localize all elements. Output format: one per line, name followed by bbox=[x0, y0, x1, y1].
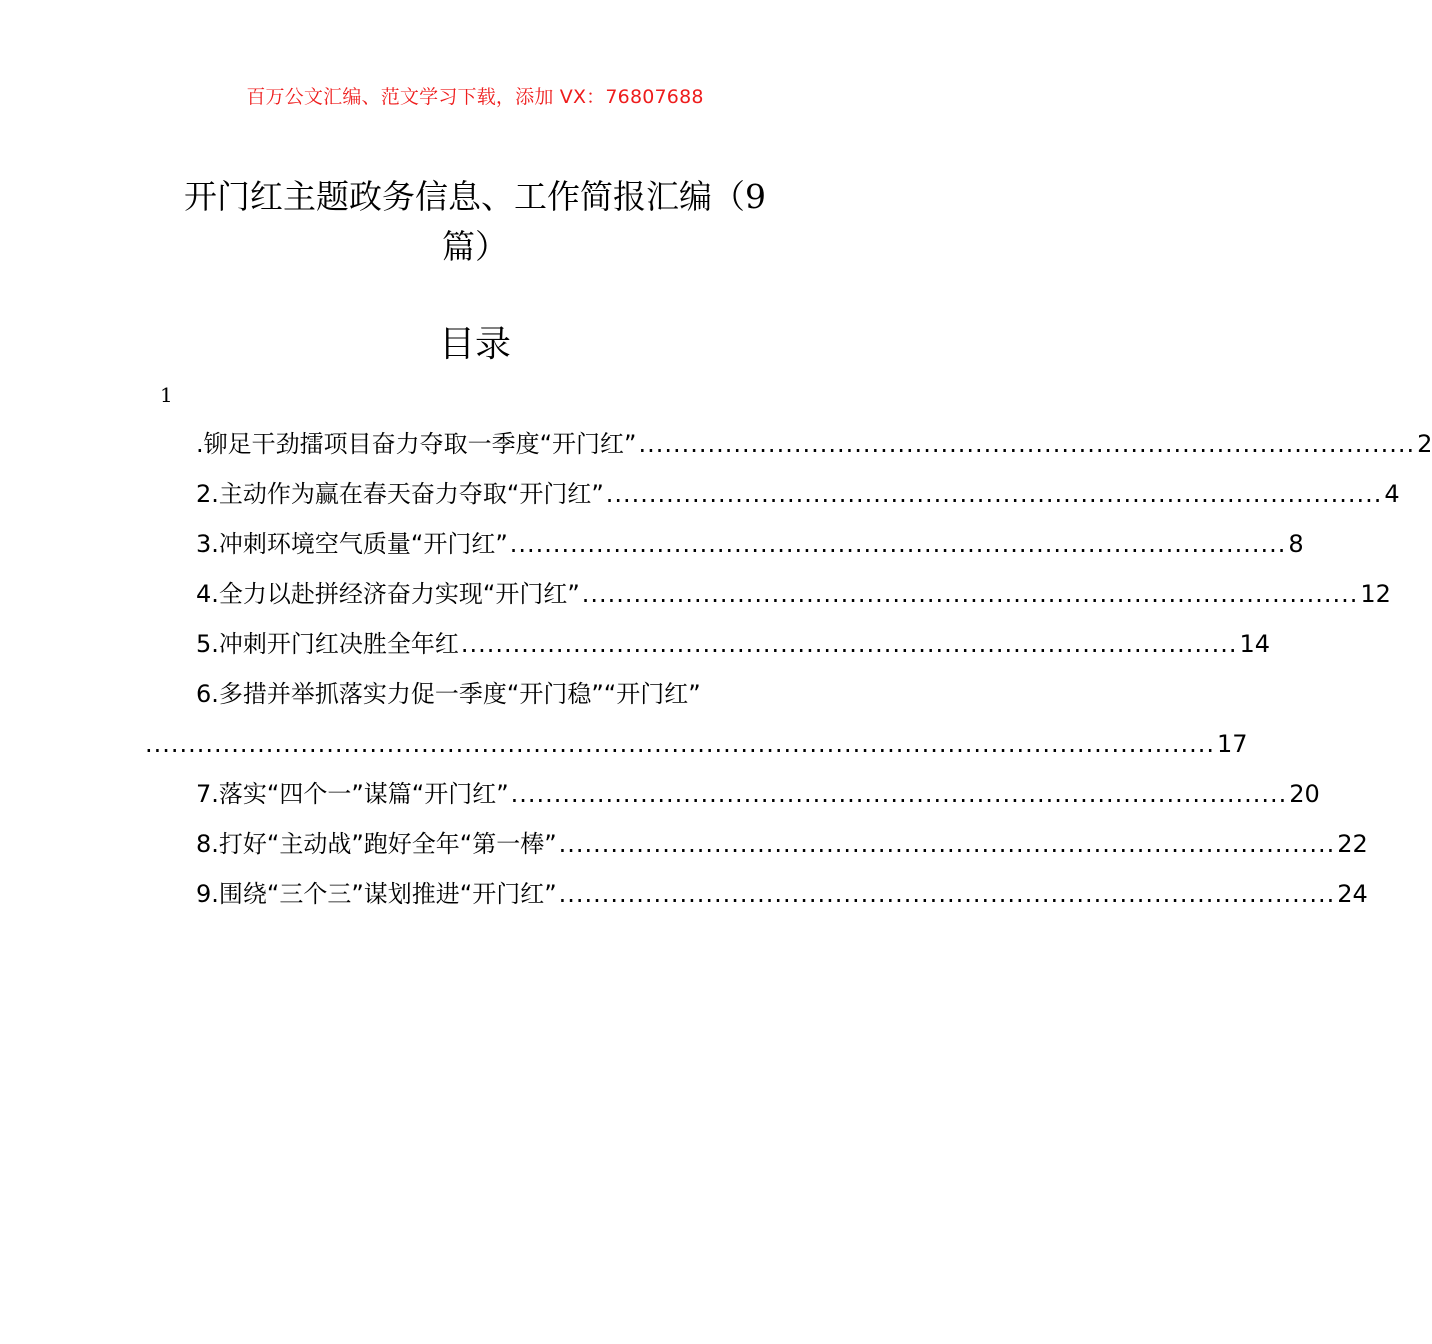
toc-entry-title: 7.落实“四个一”谋篇“开门红” bbox=[196, 780, 509, 808]
toc-heading: 目录 bbox=[438, 324, 511, 365]
dot-leader: .......................................................................................... bbox=[605, 480, 1383, 508]
toc-entry-3[interactable] bbox=[145, 519, 1304, 569]
title-line-1: 开门红主题政务信息、工作简报汇编（ bbox=[184, 177, 745, 216]
dot-leader: .......................................................................................... bbox=[509, 530, 1287, 558]
toc-entry-page: 24 bbox=[1337, 880, 1368, 908]
toc-entry-title: 9.围绕“三个三”谋划推进“开门红” bbox=[196, 880, 557, 908]
document-title bbox=[140, 172, 810, 272]
toc-entry-page: 17 bbox=[1216, 730, 1248, 758]
toc-entry-2[interactable] bbox=[145, 469, 1400, 519]
dot-leader: .......................................................................................... bbox=[558, 880, 1336, 908]
dot-leader: .......................................................................................... bbox=[460, 630, 1238, 658]
toc-entry-page: 4 bbox=[1384, 480, 1400, 508]
toc-entry-4[interactable] bbox=[145, 569, 1391, 619]
dot-leader: .......................................................................................... bbox=[581, 580, 1359, 608]
toc-entry-page: 8 bbox=[1288, 530, 1304, 558]
stray-number: 1 bbox=[160, 383, 173, 407]
dot-leader: .......................................................................................... bbox=[510, 780, 1288, 808]
dot-leader: .......................................................................................... bbox=[558, 830, 1336, 858]
title-count: 9 bbox=[745, 177, 766, 216]
watermark-banner: 百万公文汇编、范文学习下载，添加 VX：76807688 bbox=[246, 86, 704, 108]
dot-leader: ............................................................................................................................ bbox=[145, 730, 1215, 758]
toc-entry-title: 8.打好“主动战”跑好全年“第一棒” bbox=[196, 830, 557, 858]
toc-entry-9[interactable] bbox=[145, 869, 1368, 919]
toc-entry-title: 6.多措并举抓落实力促一季度“开门稳”“开门红” bbox=[196, 680, 701, 708]
title-line-2: 篇） bbox=[442, 227, 508, 266]
toc-entry-page: 2 bbox=[1417, 430, 1432, 458]
toc-entry-page: 22 bbox=[1337, 830, 1368, 858]
table-of-contents bbox=[145, 419, 1432, 919]
toc-entry-title: 4.全力以赴拼经济奋力实现“开门红” bbox=[196, 580, 580, 608]
toc-entry-1[interactable] bbox=[145, 419, 1432, 469]
toc-entry-6[interactable] bbox=[145, 669, 805, 719]
toc-entry-5[interactable] bbox=[145, 619, 1271, 669]
toc-entry-page: 12 bbox=[1360, 580, 1391, 608]
toc-entry-8[interactable] bbox=[145, 819, 1368, 869]
toc-entry-title: .铆足干劲擂项目奋力夺取一季度“开门红” bbox=[196, 430, 637, 458]
toc-entry-title: 2.主动作为赢在春天奋力夺取“开门红” bbox=[196, 480, 604, 508]
toc-entry-page: 20 bbox=[1289, 780, 1320, 808]
dot-leader: .......................................................................................... bbox=[638, 430, 1416, 458]
toc-entry-title: 3.冲刺环境空气质量“开门红” bbox=[196, 530, 508, 558]
toc-entry-page: 14 bbox=[1239, 630, 1271, 658]
toc-entry-7[interactable] bbox=[145, 769, 1320, 819]
toc-entry-title: 5.冲刺开门红决胜全年红 bbox=[196, 630, 459, 658]
toc-entry-6-continuation[interactable] bbox=[145, 719, 1248, 769]
